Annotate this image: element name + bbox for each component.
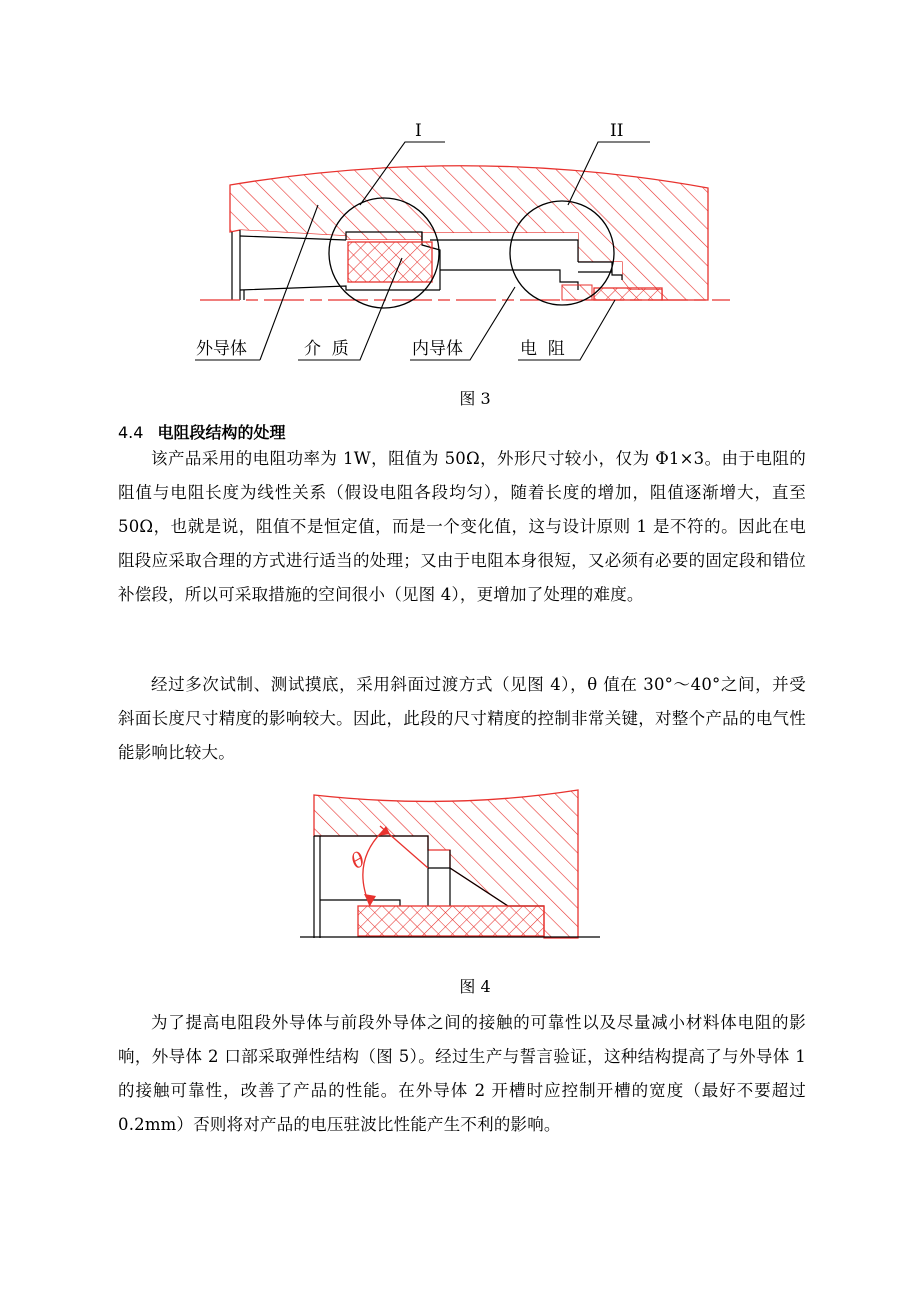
figure-3-caption: 图 3 [459, 389, 491, 408]
marker-II-label: II [610, 121, 624, 141]
figure-4-caption: 图 4 [459, 977, 491, 996]
resistor-label: 电 阻 [520, 339, 565, 359]
resistor-section [358, 906, 544, 936]
section-number: 4.4 [118, 423, 144, 442]
paragraph-3: 为了提高电阻段外导体与前段外导体之间的接触的可靠性以及尽量减小材料体电阻的影响，外导体 2 口部采取弹性结构（图 5）。经过生产与誓言验证，这种结构提高了与外导体 1 的接触可靠性，改善了产品的性能。在外导体 2 开槽时应控制开槽的宽度（最好不要超过 0.2mm）否则将对产品的电压驻波比性能产生不利的影响。 [118, 1013, 806, 1134]
section-title: 电阻段结构的处理 [157, 423, 286, 442]
marker-I-label: I [415, 121, 422, 141]
dielectric-label: 介 质 [304, 339, 349, 359]
paragraph-1: 该产品采用的电阻功率为 1W，阻值为 50Ω，外形尺寸较小，仅为 Φ1×3。由于电阻的阻值与电阻长度为线性关系（假设电阻各段均匀），随着长度的增加，阻值逐渐增大，直至 50Ω，也就是说，阻值不是恒定值，而是一个变化值，这与设计原则 1 是不符的。因此在电阻段应采取合理的方式进行适当的处理；又由于电阻本身很短，又必须有必要的固定段和错位补偿段，所以可采取措施的空间很小（见图 4），更增加了处理的难度。 [118, 449, 806, 604]
inner-conductor-label: 内导体 [412, 339, 463, 359]
paragraph-2: 经过多次试制、测试摸底，采用斜面过渡方式（见图 4），θ 值在 30°～40°之间，并受斜面长度尺寸精度的影响较大。因此，此段的尺寸精度的控制非常关键，对整个产品的电气性能影响比较大。 [118, 675, 806, 762]
outer-conductor-label: 外导体 [196, 339, 247, 359]
angle-theta-label: θ [346, 846, 370, 874]
